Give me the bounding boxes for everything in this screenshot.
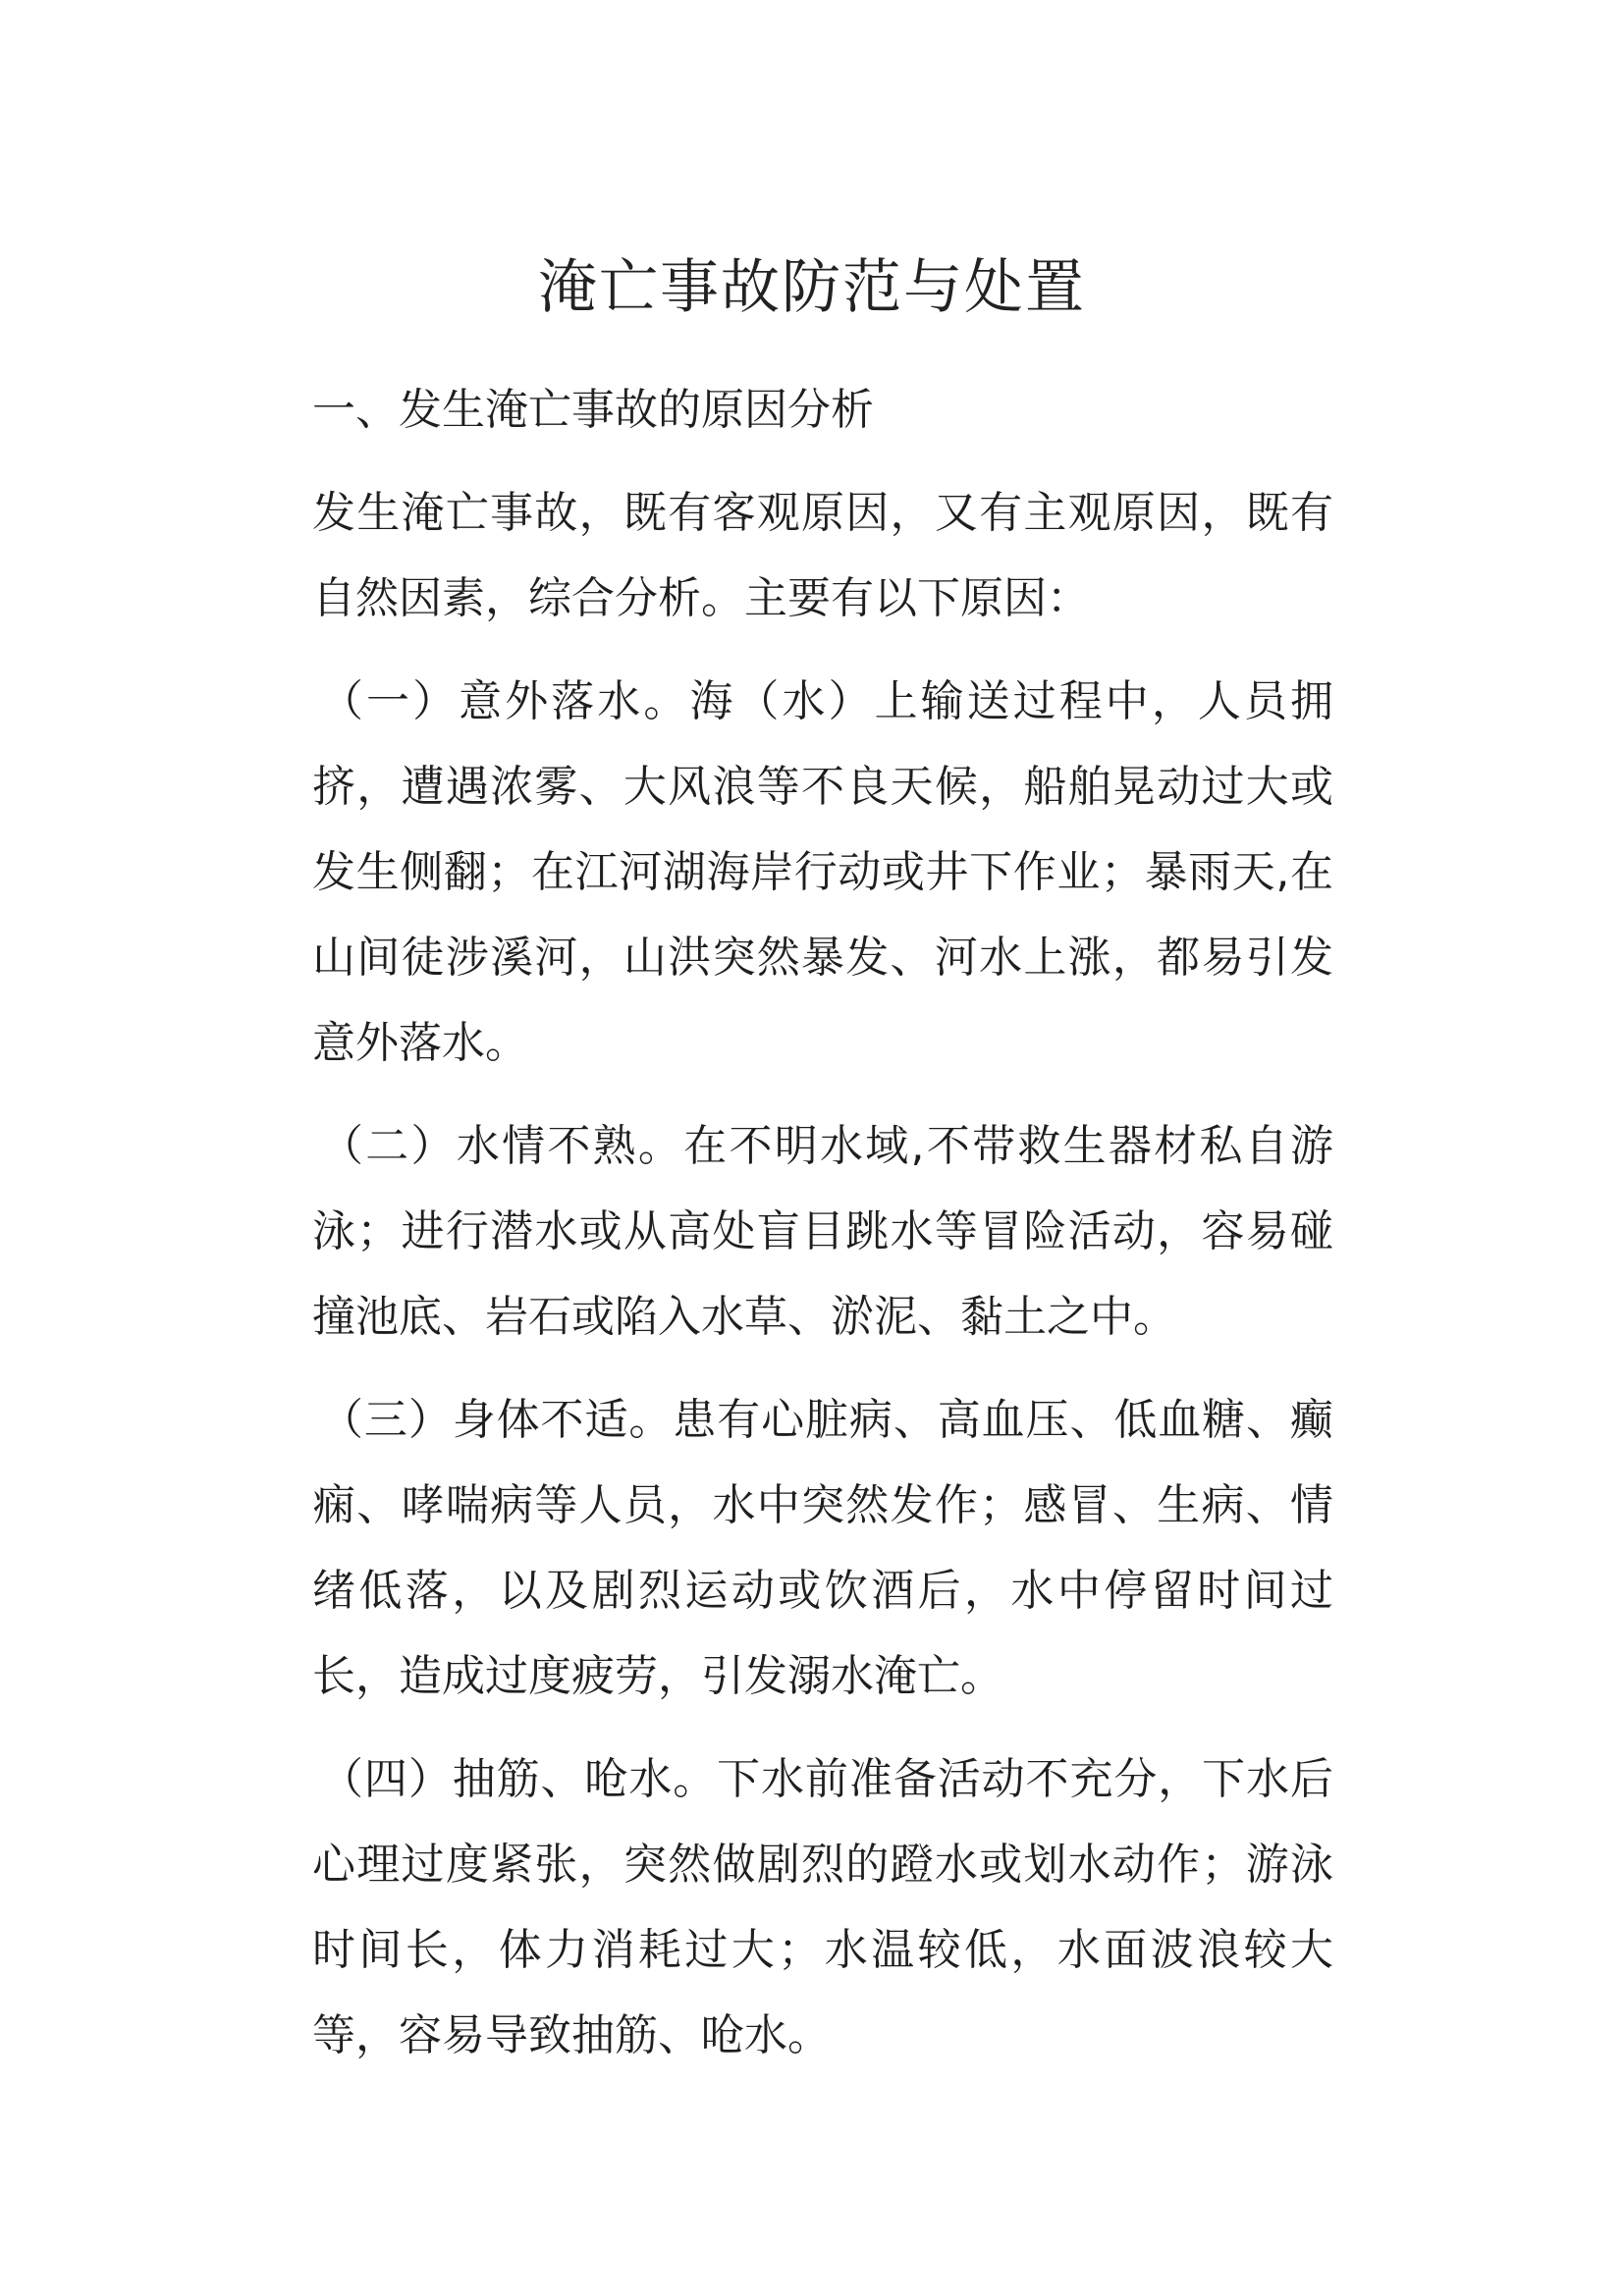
- paragraph-cause-4: （四）抽筋、呛水。下水前准备活动不充分，下水后心理过度紧张，突然做剧烈的蹬水或划水动作；游泳时间长，体力消耗过大；水温较低，水面波浪较大等，容易导致抽筋、呛水。: [312, 1754, 1333, 2060]
- section-heading: 一、发生淹亡事故的原因分析: [312, 385, 874, 435]
- document-body: [312, 367, 1333, 2096]
- paragraph-cause-1: （一）意外落水。海（水）上输送过程中，人员拥挤，遭遇浓雾、大风浪等不良天候，船舶晃动过大或发生侧翻；在江河湖海岸行动或井下作业；暴雨天,在山间徒涉溪河，山洪突然暴发、河水上涨，都易引发意外落水。: [312, 676, 1333, 1068]
- paragraph-cause-2: （二）水情不熟。在不明水域,不带救生器材私自游泳；进行潜水或从高处盲目跳水等冒险活动，容易碰撞池底、岩石或陷入水草、淤泥、黏土之中。: [312, 1121, 1333, 1342]
- paragraph-intro: 发生淹亡事故，既有客观原因，又有主观原因，既有自然因素，综合分析。主要有以下原因：: [312, 488, 1333, 623]
- document-title: 淹亡事故防范与处置: [538, 253, 1086, 322]
- paragraph-cause-3: （三）身体不适。患有心脏病、高血压、低血糖、癫痫、哮喘病等人员，水中突然发作；感冒、生病、情绪低落，以及剧烈运动或饮酒后，水中停留时间过长，造成过度疲劳，引发溺水淹亡。: [312, 1395, 1333, 1701]
